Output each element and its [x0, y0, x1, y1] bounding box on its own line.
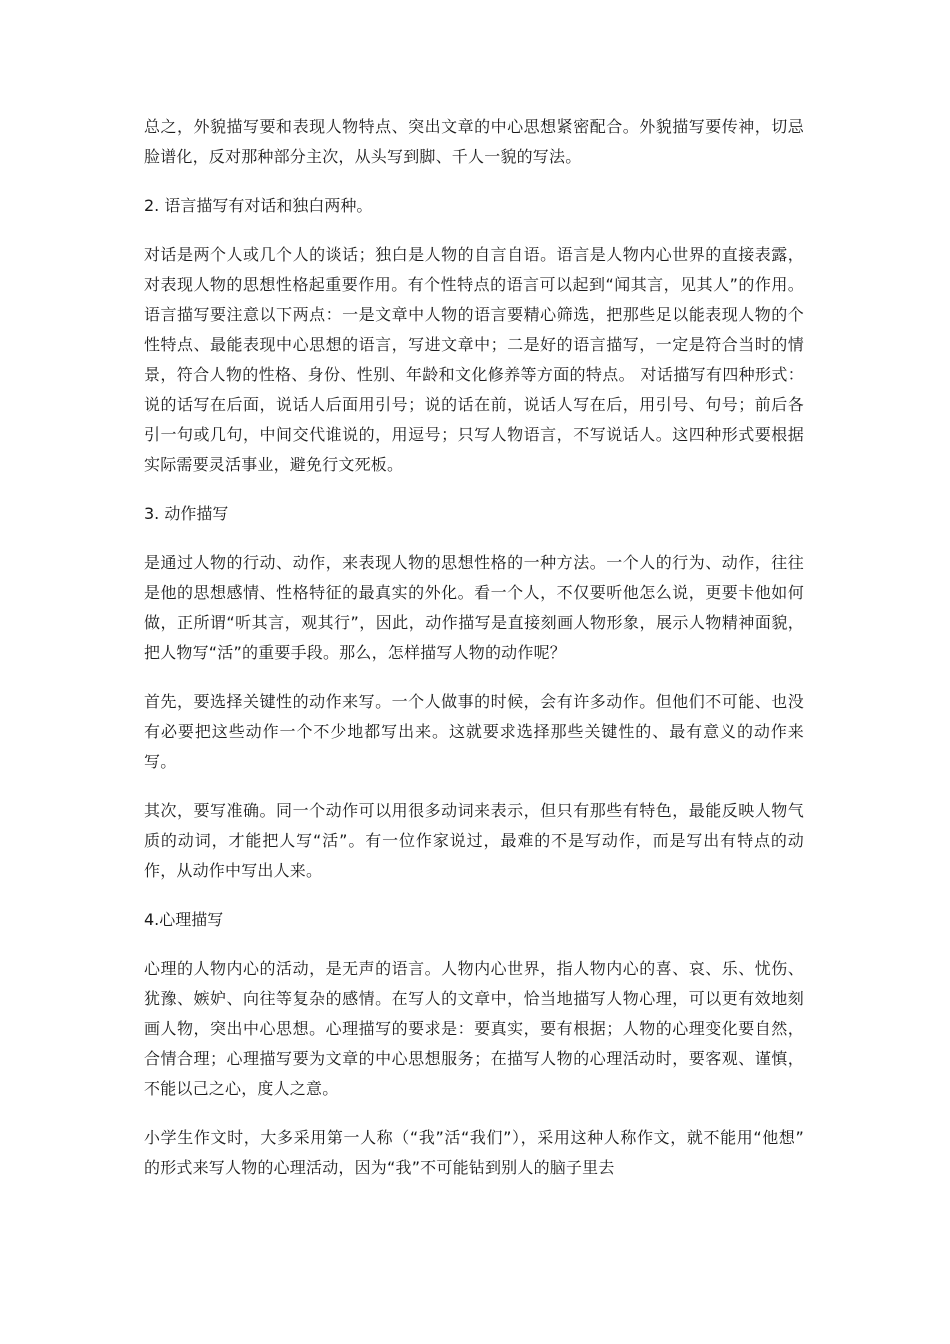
action-paragraph-2: 首先，要选择关键性的动作来写。一个人做事的时候，会有许多动作。但他们不可能、也没有必要把这些动作一个不少地都写出来。这就要求选择那些关键性的、最有意义的动作来写。 — [144, 692, 804, 771]
psych-heading: 4.心理描写 — [144, 910, 224, 929]
action-paragraph-1: 是通过人物的行动、动作，来表现人物的思想性格的一种方法。一个人的行为、动作，往往是他的思想感情、性格特征的最真实的外化。看一个人，不仅要听他怎么说，更要卡他如何做，正所谓“听其言，观其行”，因此，动作描写是直接刻画人物形象，展示人物精神面貌，把人物写“活”的重要手段。那么，怎样描写人物的动作呢？ — [144, 553, 804, 662]
psych-paragraph-2: 小学生作文时，大多采用第一人称（“我”活“我们”），采用这种人称作文，就不能用“他想” 的形式来写人物的心理活动，因为“我”不可能钻到别人的脑子里去 — [144, 1128, 804, 1177]
action-heading: 3. 动作描写 — [144, 504, 229, 523]
action-paragraph-3: 其次，要写准确。同一个动作可以用很多动词来表示，但只有那些有特色，最能反映人物气质的动词，才能把人写“活”。有一位作家说过，最难的不是写动作，而是写出有特点的动作，从动作中写出人来。 — [144, 801, 804, 880]
document-page — [144, 112, 804, 1202]
language-paragraph: 对话是两个人或几个人的谈话；独白是人物的自言自语。语言是人物内心世界的直接表露，对表现人物的思想性格起重要作用。有个性特点的语言可以起到“闻其言，见其人”的作用。语言描写要注意以下两点：一是文章中人物的语言要精心筛选，把那些足以能表现人物的个性特点、最能表现中心思想的语言，写进文章中；二是好的语言描写，一定是符合当时的情景，符合人物的性格、身份、性别、年龄和文化修养等方面的特点。 对话描写有四种形式：说的话写在后面，说话人后面用引号；说的话在前，说话人写在后，用引号、句号；前后各引一句或几句，中间交代谁说的，用逗号；只写人物语言，不写说话人。这四种形式要根据实际需要灵活事业，避免行文死板。 — [144, 245, 804, 474]
psych-paragraph-1: 心理的人物内心的活动，是无声的语言。人物内心世界，指人物内心的喜、哀、乐、忧伤、犹豫、嫉妒、向往等复杂的感情。在写人的文章中，恰当地描写人物心理，可以更有效地刻画人物，突出中心思想。心理描写的要求是：要真实，要有根据；人物的心理变化要自然，合情合理；心理描写要为文章的中心思想服务；在描写人物的心理活动时，要客观、谨慎，不能以己之心，度人之意。 — [144, 959, 804, 1098]
language-heading: 2. 语言描写有对话和独白两种。 — [144, 196, 373, 215]
summary-paragraph: 总之，外貌描写要和表现人物特点、突出文章的中心思想紧密配合。外貌描写要传神，切忌脸谱化，反对那种部分主次，从头写到脚、千人一貌的写法。 — [144, 117, 804, 166]
